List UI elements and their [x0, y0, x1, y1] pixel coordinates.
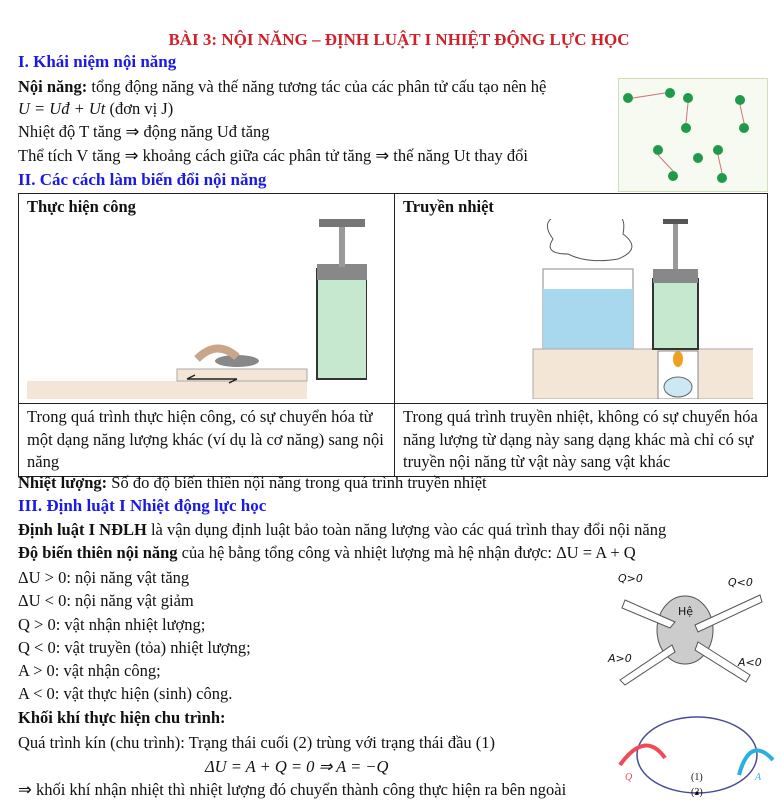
- heat-column-title: Truyền nhiệt: [403, 197, 494, 216]
- heat-label: Nhiệt lượng:: [18, 473, 108, 492]
- law-text: là vận dụng định luật bảo toàn năng lượng vào các quá trình thay đổi nội năng: [146, 520, 667, 539]
- formula-unit: (đơn vị J): [105, 99, 174, 118]
- sign-rule: Q > 0: vật nhận nhiệt lượng;: [18, 615, 206, 634]
- formula-line: [18, 99, 173, 119]
- methods-table: [18, 193, 768, 477]
- sign-rule: ΔU > 0: nội năng vật tăng: [18, 568, 190, 587]
- cycle-text: Quá trình kín (chu trình): Trạng thái cuối (2) trùng với trạng thái đầu (1): [18, 733, 496, 752]
- cycle-result: ⇒ khối khí nhận nhiệt thì nhiệt lượng đó chuyển thành công thực hiện ra bên ngoài: [18, 780, 567, 799]
- state-2-label: (2): [691, 787, 703, 798]
- cycle-q-label: Q: [625, 772, 633, 783]
- heat-quantity-definition: [18, 473, 487, 493]
- delta-u-statement: [18, 543, 636, 563]
- section-3-heading: III. Định luật I Nhiệt động lực học: [18, 496, 267, 515]
- work-description: Trong quá trình thực hiện công, có sự chuyển hóa từ một dạng năng lượng khác (ví dụ là cơ năng) sang nội năng: [19, 404, 395, 477]
- volume-line: Thể tích V tăng ⇒ khoảng cách giữa các phân tử tăng ⇒ thế năng Ut thay đổi: [18, 146, 528, 165]
- work-column-title: Thực hiện công: [27, 197, 136, 216]
- cycle-diagram: [615, 710, 780, 800]
- formula: U = Uđ + Ut: [18, 99, 106, 118]
- heat-text: Số đo độ biến thiên nội năng trong quá trình truyền nhiệt: [107, 473, 487, 492]
- work-illustration: [27, 219, 367, 399]
- section-1-heading: I. Khái niệm nội năng: [18, 52, 177, 71]
- sign-convention-diagram: [600, 570, 780, 695]
- system-label: Hệ: [678, 605, 694, 618]
- molecules-image: [618, 78, 768, 192]
- page-title: BÀI 3: NỘI NĂNG – ĐỊNH LUẬT I NHIỆT ĐỘNG LỰC HỌC: [168, 30, 630, 49]
- def-text: tổng động năng và thế năng tương tác của các phân tử cấu tạo nên hệ: [87, 77, 547, 96]
- cycle-heading: Khối khí thực hiện chu trình:: [18, 708, 226, 727]
- cycle-formula: ΔU = A + Q = 0 ⇒ A = −Q: [205, 757, 389, 776]
- a-in-label: A>0: [608, 652, 632, 665]
- internal-energy-definition: [18, 77, 546, 97]
- system-ellipse: [600, 570, 780, 695]
- law-statement: [18, 520, 666, 540]
- heat-description: Trong quá trình truyền nhiệt, không có sự chuyển hóa năng lượng từ dạng này sang dạng khác mà chỉ có sự truyền nội năng từ vật này sang vật khác: [395, 404, 768, 477]
- delta-text: của hệ bằng tổng công và nhiệt lượng mà hệ nhận được: ΔU = A + Q: [177, 543, 636, 562]
- q-in-label: Q>0: [618, 572, 643, 585]
- sign-rule: A > 0: vật nhận công;: [18, 661, 161, 680]
- sign-rule: Q < 0: vật truyền (tỏa) nhiệt lượng;: [18, 638, 251, 657]
- sign-rule: A < 0: vật thực hiện (sinh) công.: [18, 684, 233, 703]
- state-1-label: (1): [691, 772, 703, 783]
- temp-line: Nhiệt độ T tăng ⇒ động năng Uđ tăng: [18, 122, 270, 141]
- cycle-a-label: A: [755, 772, 762, 783]
- section-2-heading: II. Các cách làm biến đổi nội năng: [18, 170, 267, 189]
- heat-transfer-illustration: [403, 219, 753, 399]
- law-label: Định luật I NĐLH: [18, 520, 147, 539]
- sign-rule: ΔU < 0: nội năng vật giảm: [18, 591, 194, 610]
- q-out-label: Q<0: [728, 576, 753, 589]
- delta-label: Độ biến thiên nội năng: [18, 543, 178, 562]
- a-out-label: A<0: [738, 656, 762, 669]
- def-label: Nội năng:: [18, 77, 88, 96]
